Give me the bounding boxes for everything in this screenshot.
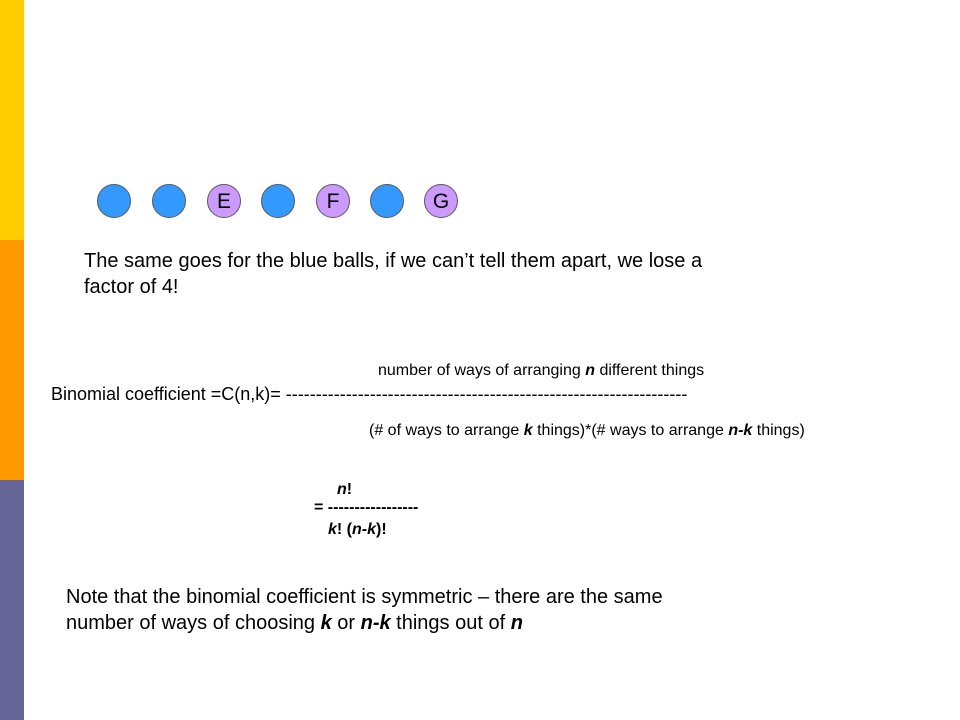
symmetry-note-line-2	[66, 610, 663, 636]
ball-7-label: G	[432, 189, 450, 213]
binomial-line	[51, 384, 687, 405]
symmetry-note	[66, 584, 663, 636]
denominator-part-1: (# of ways to arrange	[369, 422, 524, 439]
side-bar-orange	[0, 240, 24, 480]
ball-2	[152, 184, 186, 218]
formula-bar-line	[314, 499, 418, 517]
note-part-b: things out of	[390, 612, 511, 634]
note-var-n: n	[510, 612, 523, 634]
denominator-var-nk: n-k	[728, 422, 753, 439]
formula-fraction-bar: -----------------	[327, 499, 419, 516]
denominator-part-3: things)	[752, 422, 805, 439]
side-bar-yellow	[0, 0, 24, 240]
numerator-var-n: n	[585, 362, 595, 379]
formula-var-nk: n-k	[352, 521, 377, 538]
formula-var-n: n	[337, 481, 347, 498]
ball-5-label: F	[326, 189, 340, 213]
numerator-pre: number of ways of arranging	[378, 362, 586, 379]
side-bar-purple	[0, 480, 24, 720]
ball-7	[424, 184, 458, 218]
fraction-bar: -------------------------------------------------------------------	[285, 384, 688, 404]
formula-var-k: k	[328, 521, 337, 538]
note-var-nk: n-k	[360, 612, 391, 634]
denominator-var-k: k	[523, 422, 533, 439]
formula-num-bang: !	[346, 481, 353, 498]
note-part-a: number of ways of choosing	[66, 612, 321, 634]
numerator-post: different things	[595, 362, 705, 379]
formula-denominator	[328, 521, 387, 539]
denominator-part-2: things)*(# ways to arrange	[532, 422, 729, 439]
formula-numerator	[337, 481, 352, 499]
symmetry-note-line-1: Note that the binomial coefficient is symmetric – there are the same	[66, 586, 663, 608]
ball-6	[370, 184, 404, 218]
note-var-k: k	[320, 612, 332, 634]
note-part-or: or	[331, 612, 361, 634]
blue-balls-line-2: factor of 4!	[84, 276, 179, 298]
blue-balls-paragraph	[84, 248, 702, 300]
ball-4	[261, 184, 295, 218]
side-accent-bar	[0, 0, 24, 720]
binomial-label: Binomial coefficient =C(n,k)=	[51, 384, 286, 404]
ball-3	[207, 184, 241, 218]
formula-den-mid: ! (	[336, 521, 353, 538]
ball-1	[97, 184, 131, 218]
formula-den-end: )!	[376, 521, 387, 538]
ball-3-label: E	[216, 189, 231, 213]
denominator-text	[369, 422, 805, 440]
ball-5	[316, 184, 350, 218]
numerator-text	[378, 362, 704, 380]
blue-balls-line-1: The same goes for the blue balls, if we can’t tell them apart, we lose a	[84, 250, 703, 272]
formula-equals: =	[314, 499, 328, 516]
